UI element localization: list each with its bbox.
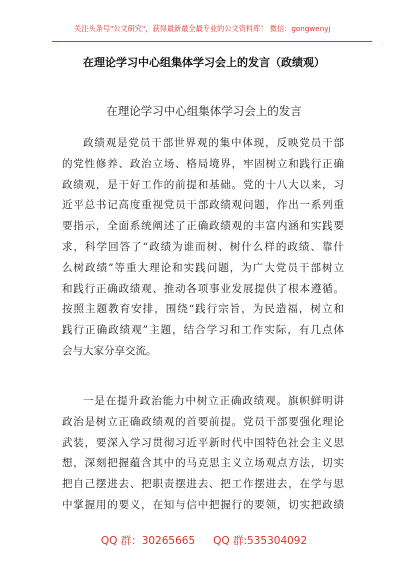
document-subtitle: 在理论学习中心组集体学习会上的发言: [106, 104, 302, 118]
header-banner: 关注头条号"公文研究"，获得最新最全最专业的公文资料库！ 微信：gongwenyj: [74, 24, 331, 33]
paragraph-line: 政绩观是党员干部世界观的集中体现，反映党员干部: [83, 137, 344, 149]
paragraph-line: 政绩观，是干好工作的前提和基础。党的十八大以来，习: [62, 178, 344, 191]
paragraph-line: 和践行正确政绩观、推动各项事业发展提供了根本遵循。: [62, 282, 344, 295]
paragraph-1: [62, 133, 344, 362]
footer-qq-group-1: QQ 群：30265665: [100, 535, 196, 547]
paragraph-line: 把自己摆进去、把职责摆进去、把工作摆进去，在学与思: [62, 478, 344, 491]
paragraph-line: 会与大家分享交流。: [62, 344, 157, 357]
paragraph-2: [62, 391, 344, 516]
paragraph-line: 中掌握用的要义，在知与信中把握行的要领，切实把政绩: [62, 498, 344, 511]
paragraph-line: 践行正确政绩观”主题，结合学习和工作实际，有几点体: [62, 324, 344, 337]
paragraph-line: 求，科学回答了“政绩为谁而树、树什么样的政绩、靠什: [62, 240, 344, 253]
paragraph-line: 要指示，全面系统阐述了正确政绩观的丰富内涵和实践要: [62, 220, 344, 233]
paragraph-line: 近平总书记高度重视党员干部政绩观问题，作出一系列重: [62, 199, 344, 212]
paragraph-line: 的党性修养、政治立场、格局境界，牢固树立和践行正确: [62, 157, 344, 170]
paragraph-line: 政治是树立正确政绩观的首要前提。党员干部要强化理论: [62, 415, 344, 428]
header-divider: [52, 41, 372, 42]
paragraph-line: 按照主题教育安排，围绕“践行宗旨，为民造福，树立和: [62, 303, 344, 316]
footer-contact: [0, 534, 408, 548]
paragraph-line: 么树政绩”等重大理论和实践问题，为广大党员干部树立: [62, 261, 344, 274]
paragraph-line: 武装，要深入学习贯彻习近平新时代中国特色社会主义思: [62, 436, 344, 449]
paragraph-line: 想，深刻把握蕴含其中的马克思主义立场观点方法，切实: [62, 457, 344, 470]
paragraph-line: 一是在提升政治能力中树立正确政绩观。旗帜鲜明讲: [83, 395, 344, 407]
document-title: 在理论学习中心组集体学习会上的发言（政绩观）: [83, 56, 325, 69]
footer-qq-group-2: QQ 群:535304092: [213, 535, 308, 547]
